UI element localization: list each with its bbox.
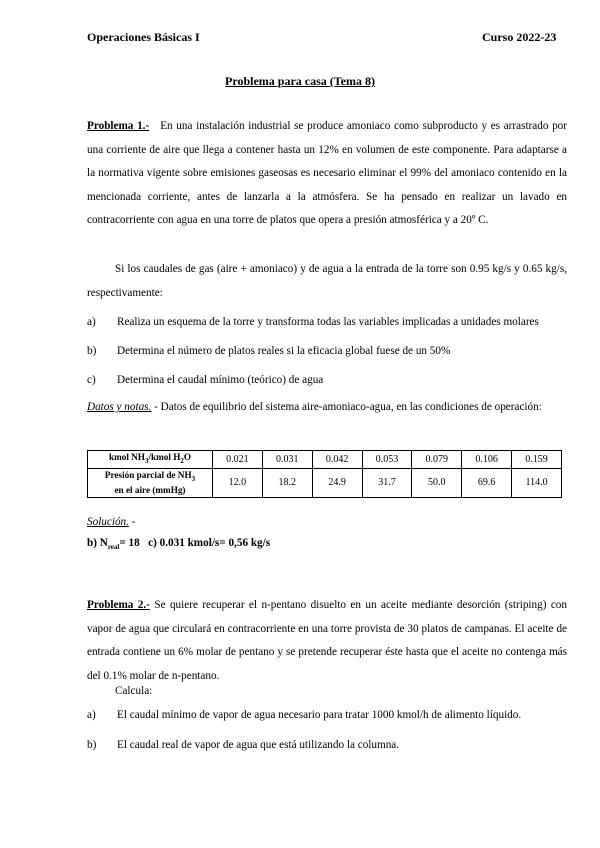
- problem1-flows-paragraph: [87, 258, 567, 305]
- row-header-partial-pressure: Presión parcial de $NH_3$ en el aire (mmHg): [88, 468, 213, 497]
- item-label: a): [87, 709, 96, 721]
- table-cell: 24.9: [312, 468, 362, 497]
- problem1-item-b: [87, 343, 572, 359]
- table-cell: 69.6: [462, 468, 512, 497]
- solution-label: Solución.: [87, 516, 129, 528]
- item-text: Realiza un esquema de la torre y transforma todas las variables implicadas a unidades molares: [117, 316, 539, 328]
- item-text: Determina el caudal mínimo (teórico) de agua: [117, 374, 324, 386]
- item-label: c): [87, 374, 96, 386]
- table-row: [88, 468, 562, 497]
- solution-answers: b) $N_{real}= 18$ c) 0.031 kmol/s= 0,56 kg/s: [87, 537, 271, 552]
- solution-c: c) 0.031 kmol/s= 0,56 kg/s: [148, 537, 271, 549]
- problem1-intro-text: En una instalación industrial se produce amoniaco como subproducto y es arrastrado por una corriente de aire que llega a contener hasta un 12% en volumen de este componente. Para adaptarse a la normativa vigente sobre emisiones gaseosas es necesario eliminar el 99% del amoniaco contenido en la mencionada corriente, antes de lanzarla a la atmósfera. Se ha pensado en realizar un lavado en contracorriente con agua en una torre de platos que opera a presión atmosférica y a 20º C.: [87, 120, 568, 227]
- notes-label: Datos y notas.: [87, 401, 152, 413]
- course-name: Operaciones Básicas I: [87, 30, 200, 44]
- table-cell: 0.042: [312, 451, 362, 469]
- table-cell: 0.031: [262, 451, 312, 469]
- solution-heading: [87, 514, 572, 530]
- item-text: El caudal real de vapor de agua que está utilizando la columna.: [117, 739, 400, 751]
- item-label: b): [87, 739, 97, 751]
- table-cell: 0.021: [213, 451, 263, 469]
- table-cell: 0.053: [362, 451, 412, 469]
- table-row: [88, 451, 562, 469]
- problem2-item-b: [87, 737, 572, 753]
- table-cell: 0.159: [512, 451, 562, 469]
- row-header-molar-ratio: kmol $NH_3$/kmol $H_2O$: [88, 451, 213, 469]
- table-cell: 0.106: [462, 451, 512, 469]
- problem1-flows-text: Si los caudales de gas (aire + amoniaco) y de agua a la entrada de la torre son 0.95 kg/s y 0.65 kg/s, respectivamente:: [87, 263, 567, 299]
- problem2-intro-paragraph: [87, 594, 567, 688]
- problem2-label: Problema 2.-: [87, 599, 150, 611]
- table-cell: 114.0: [512, 468, 562, 497]
- item-label: a): [87, 316, 96, 328]
- table-cell: 0.079: [412, 451, 462, 469]
- problem1-intro-paragraph: [87, 115, 567, 233]
- notes-text: - Datos de equilibrio del sistema aire-amoniaco-agua, en las condiciones de operación:: [154, 401, 542, 413]
- solution-dash: -: [131, 516, 136, 528]
- problem2-item-a: [87, 707, 572, 723]
- problem1-notes-paragraph: [87, 396, 567, 420]
- item-text: Determina el número de platos reales si la eficacia global fuese de un 50%: [117, 345, 451, 357]
- equilibrium-table: [87, 450, 562, 498]
- table-cell: 50.0: [412, 468, 462, 497]
- course-year: Curso 2022-23: [482, 30, 557, 44]
- page-title: Problema para casa (Tema 8): [225, 74, 375, 88]
- item-label: b): [87, 345, 97, 357]
- table-cell: 18.2: [262, 468, 312, 497]
- item-text: El caudal mínimo de vapor de agua necesario para tratar 1000 kmol/h de alimento líquido.: [117, 709, 522, 721]
- problem1-item-c: [87, 372, 572, 388]
- table-cell: 12.0: [213, 468, 263, 497]
- problem1-item-a: [87, 314, 572, 330]
- problem2-intro-text: Se quiere recuperar el n-pentano disuelto en un aceite mediante desorción (striping) con vapor de agua que circulará en contracorriente en una torre provista de 30 platos de campanas. El aceite de entrada contiene un 6% molar de pentano y se pretende recuperar éste hasta que el aceite no contenga más del 0.1% molar de n-pentano.: [87, 599, 567, 682]
- problem2-calc: Calcula:: [115, 685, 153, 697]
- table-cell: 31.7: [362, 468, 412, 497]
- problem1-label: Problema 1.-: [87, 120, 150, 132]
